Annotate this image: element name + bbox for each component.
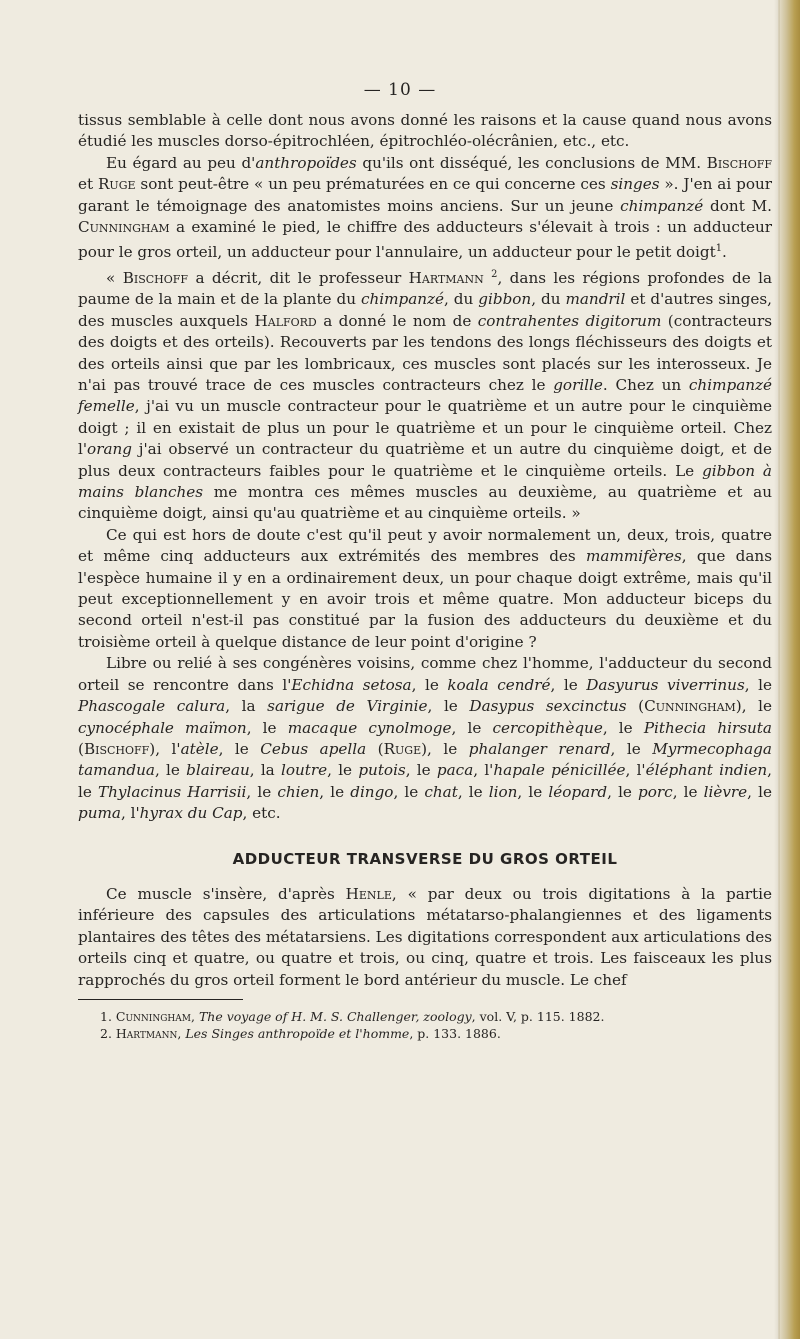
page-edge [778,0,800,1339]
author-name: Bischoff [122,268,189,287]
italic-text: chien [277,782,320,801]
italic-text: chimpanzé [620,196,704,215]
text-run: qu'ils ont disséqué, les conclusions de MM. [356,153,707,172]
footnote-rule [78,999,243,1000]
italic-text: Dasypus sexcinctus [469,697,627,716]
italic-text: paca [436,761,474,780]
text-run: 2. [100,1025,116,1041]
italic-text: loutre [280,761,328,780]
text-run: ». J'en ai pour garant le témoignage des anatomistes moins anciens. Sur un jeune [78,175,773,215]
italic-text: phalanger renard [468,739,611,758]
section-heading: ADDUCTEUR TRANSVERSE DU GROS ORTEIL [232,849,618,868]
italic-text: mammifères [585,547,682,566]
text-run: , le [218,739,261,758]
text-run: a décrit, dit le professeur [188,268,409,287]
section-text [78,884,772,991]
author-name: Ruge [383,739,422,758]
text-run: Ce muscle s'insère, d'après [106,884,346,903]
author-name: Hartmann [408,268,484,287]
italic-text: chat [424,782,458,801]
footnotes [78,1008,772,1042]
text-run: , le [78,761,772,801]
italic-text: gorille [553,376,603,394]
italic-text: Phascogale calura [78,697,226,716]
text-run: ( [78,739,84,758]
text-run: ( [366,739,384,758]
italic-text: porc [638,782,673,801]
text-run: , dans les régions profondes de la paume de la main et de la plante du [78,268,773,309]
italic-text: singes [610,175,660,194]
text-run: , le [427,697,470,716]
page-body [78,110,772,1042]
italic-text: putois [358,761,406,780]
paragraph [78,264,772,525]
italic-text: dingo [350,782,394,801]
text-run: 1. [100,1008,116,1024]
paragraph [78,525,772,653]
text-run: et [78,175,98,194]
italic-text: hyrax du Cap [139,804,243,823]
text-run: , du [444,290,479,309]
text-run: , la [249,761,281,780]
italic-text: lièvre [703,782,748,801]
text-run: Eu égard au peu d' [106,153,256,172]
italic-text: gibbon [478,290,532,309]
author-name: Henle [345,884,392,903]
italic-text: cynocéphale maïmon [78,718,247,737]
text-run: a examiné le pied, le chiffre des adducteurs s'élevait à trois : un adducteur pour le gros orteil, un adducteur pour l'annulaire, un adducteur pour le petit doigt [78,218,772,262]
footnote-ref: 1 [715,243,722,255]
author-name: Ruge [97,175,136,194]
italic-text: macaque cynolmoge [287,718,452,737]
author-name: Hartmann [115,1025,178,1041]
text-run: . [722,243,727,262]
text-run: , [177,1025,186,1041]
author-name: Bischoff [83,739,150,758]
text-run: dont M. [703,196,772,215]
text-run: , le [610,739,653,758]
italic-text: chimpanzé femelle [78,376,773,416]
italic-text: Pithecia hirsuta [643,718,772,737]
text-run: , « par deux ou trois digitations à la partie inférieure des capsules des articulations métatarso-phalangiennes et des ligaments plantaires des têtes des métatarsiens. Les digitations correspondent aux articulations des orteils cinq et quatre, ou quatre et trois, ou cinq, quatre et trois. Les faisceaux les plus rapprochés du gros orteil forment le bord antérieur du muscle. Le chef [78,884,772,989]
italic-text: lion [488,782,518,801]
body-text [78,110,772,825]
text-run: , le [517,782,549,801]
italic-text: gibbon à mains blanches [78,461,772,502]
text-run: , le [451,718,493,737]
text-run: , le [744,675,772,694]
text-run: (contracteurs des doigts et des orteils). Recouverts par les tendons des longs fléchisseurs des doigts et des orteils ainsi que par les lombricaux, ces muscles sont placés sur les interosseux. Je n'ai pas trouvé trace de ces muscles contracteurs chez le [78,311,772,394]
text-run: j'ai observé un contracteur du quatrième et un autre du cinquième doigt, et de plus deux contracteurs faibles pour le quatrième et le cinquième orteils. Le [78,440,772,480]
author-name: Bischoff [706,153,772,172]
text-run: , le [405,761,437,780]
italic-text: léopard [548,782,608,801]
italic-text: contrahentes digitorum [477,311,662,330]
italic-text: anthropoïdes [255,153,357,172]
text-run: , l' [120,804,140,823]
text-run: , le [672,782,704,801]
italic-text: koala cendré [447,675,551,694]
footnote [78,1025,772,1042]
page-edge-shadow [774,0,780,1339]
text-run: , le [246,718,288,737]
text-run: « [106,268,123,287]
text-run: , le [411,675,448,694]
paragraph [78,153,772,264]
italic-text: chimpanzé [360,290,445,309]
italic-text: Thylacinus Harrisii [97,782,247,801]
italic-text: orang [87,440,133,459]
text-run: , l' [625,761,646,780]
author-name: Cunningham [78,218,170,237]
text-run: , le [319,782,351,801]
author-name: Cunningham [644,697,736,716]
italic-text: atèle [180,739,219,758]
text-run: Ce qui est hors de doute c'est qu'il peut y avoir normalement un, deux, trois, quatre et même cinq adducteurs aux extrémités des membres des [78,525,772,566]
paragraph [78,653,772,824]
text-run: , le [607,782,639,801]
text-run: me montra ces mêmes muscles au deuxième, au quatrième et au cinquième doigt, ainsi qu'au quatrième et au cinquième orteils. » [78,483,772,523]
text-run: a donné le nom de [316,311,478,330]
italic-text: Myrmecophaga tamandua [78,739,772,780]
italic-text: Dasyurus viverrinus [586,675,745,694]
text-run: et d'autres singes, des muscles auxquels [78,290,772,330]
text-run: , [191,1008,199,1024]
paragraph [78,884,772,991]
text-run: ( [626,697,645,716]
italic-text: mandril [565,290,626,309]
author-name: Cunningham [115,1008,191,1024]
text-run: , le [246,782,278,801]
footnote-ref: 2 [491,268,498,280]
text-run: , vol. V, p. 115. 1882. [471,1008,605,1024]
text-run: , du [531,290,566,309]
italic-text: Cebus apella [260,739,367,758]
text-run: , la [225,697,268,716]
text-run: , le [327,761,359,780]
text-run: ), l' [149,739,181,758]
text-run: . Chez un [602,376,689,394]
text-run: ), le [421,739,469,758]
italic-text: sarigue de Virginie [267,697,428,716]
text-run: , le [393,782,425,801]
text-run: , que dans l'espèce humaine il y en a ordinairement deux, un pour chaque doigt extrême, mais qu'il peut exceptionnellement y en avoir trois et même quatre. Mon adducteur biceps du second orteil n'est-il pas constitué par la fusion des adducteurs du deuxième et du troisième orteil à quelque distance de leur point d'origine ? [78,547,772,651]
text-run: , le [154,761,187,780]
text-run: , l' [473,761,494,780]
text-run: , j'ai vu un muscle contracteur pour le quatrième et un autre pour le cinquième doigt ; il en existait de plus un pour le quatrième et un pour le cinquième orteil. Chez l' [78,397,772,459]
italic-text: cercopithèque [492,718,603,737]
text-run: ), le [735,697,772,716]
page-number: — 10 — [363,80,437,100]
text-run: , le [747,782,772,801]
italic-text: Les Singes anthropoïde et l'homme [185,1025,410,1041]
text-run: , le [457,782,489,801]
text-run: Libre ou relié à ses congénères voisins, comme chez l'homme, l'adducteur du second orteil se rencontre dans l' [78,654,772,694]
text-run: , etc. [242,804,281,823]
italic-text: Echidna setosa [291,675,412,694]
text-run: sont peut-être « un peu prématurées en ce qui concerne ces [135,175,611,194]
italic-text: The voyage of H. M. S. Challenger, zoology [198,1008,472,1024]
italic-text: puma [78,804,121,823]
footnote [78,1008,772,1025]
italic-text: hapale pénicillée [493,761,626,780]
italic-text: éléphant indien [645,761,768,780]
author-name: Halford [254,311,317,330]
text-run: tissus semblable à celle dont nous avons donné les raisons et la cause quand nous avons étudié les muscles dorso-épitrochléen, épitrochléo-olécrânien, etc., etc. [78,111,772,151]
text-run: , le [602,718,644,737]
italic-text: blaireau [186,761,250,780]
text-run: , p. 133. 1886. [409,1025,501,1041]
paragraph [78,110,772,153]
text-run: , le [550,675,587,694]
